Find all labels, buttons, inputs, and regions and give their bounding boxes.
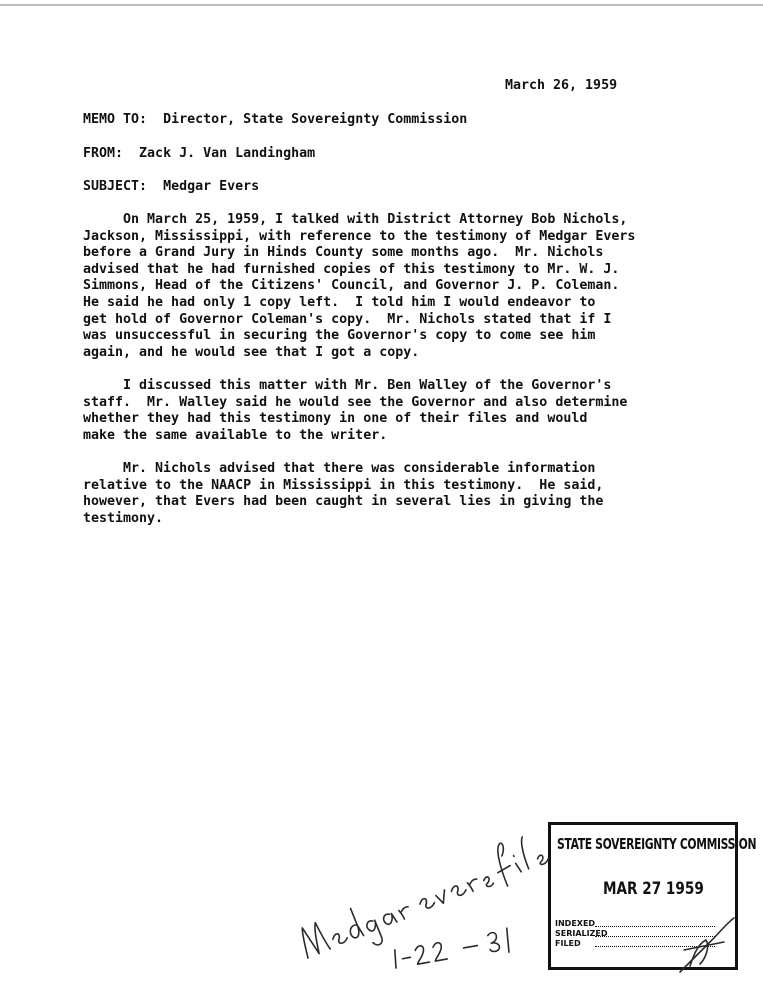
paragraph-line: He said he had only 1 copy left. I told him I would endeavor to [83,294,596,310]
paragraph-line: relative to the NAACP in Mississippi in this testimony. He said, [83,477,604,493]
stamp-field-filed: FILED [555,939,581,948]
stamp-field-line [595,925,715,927]
memo-to-line [83,112,467,129]
paragraph-line: get hold of Governor Coleman's copy. Mr. Nichols stated that if I [83,311,612,327]
handwritten-file-note [295,829,554,971]
subject-label: SUBJECT: [83,179,148,194]
from-value: Zack J. Van Landingham [139,146,316,161]
paragraph-line: make the same available to the writer. [83,427,388,443]
paragraph-line: Mr. Nichols advised that there was considerable information [83,461,596,476]
paragraph-line: On March 25, 1959, I talked with District Attorney Bob Nichols, [83,212,628,227]
stamp-field-line [595,935,715,937]
paragraph-line: again, and he would see that I got a copy. [83,344,420,360]
paragraph-line: advised that he had furnished copies of this testimony to Mr. W. J. [83,261,620,277]
received-stamp [548,822,757,970]
paragraph-line: I discussed this matter with Mr. Ben Walley of the Governor's [83,378,612,393]
subject-value: Medgar Evers [163,179,260,194]
memo-to-label: MEMO TO: [83,112,148,127]
subject-line [83,179,259,196]
paragraph-3 [83,461,603,527]
stamp-field-line [595,945,715,947]
paragraph-1 [83,212,635,361]
stamp-field-serialized: SERIALIZED [555,929,608,938]
paragraph-line: staff. Mr. Walley said he would see the Governor and also determine [83,394,628,410]
stamp-field-indexed: INDEXED [555,919,596,928]
memo-date: March 26, 1959 [505,78,618,93]
paragraph-line: Jackson, Mississippi, with reference to the testimony of Medgar Evers [83,228,636,244]
paragraph-2 [83,378,627,444]
stamp-title: STATE SOVEREIGNTY COMMISSION [557,835,757,853]
from-label: FROM: [83,146,124,161]
paragraph-line: however, that Evers had been caught in several lies in giving the [83,494,604,510]
stamp-date: MAR 27 1959 [603,879,704,899]
memo-to-value: Director, State Sovereignty Commission [163,112,468,127]
paragraph-line: was unsuccessful in securing the Governor's copy to come see him [83,328,596,344]
top-edge-line [0,4,763,6]
paragraph-line: before a Grand Jury in Hinds County some months ago. Mr. Nichols [83,245,604,261]
paragraph-line: Simmons, Head of the Citizens' Council, and Governor J. P. Coleman. [83,278,620,294]
handwritten-file-number [393,928,511,972]
paragraph-line: testimony. [83,510,164,526]
paragraph-line: whether they had this testimony in one of their files and would [83,411,588,427]
from-line [83,146,315,163]
